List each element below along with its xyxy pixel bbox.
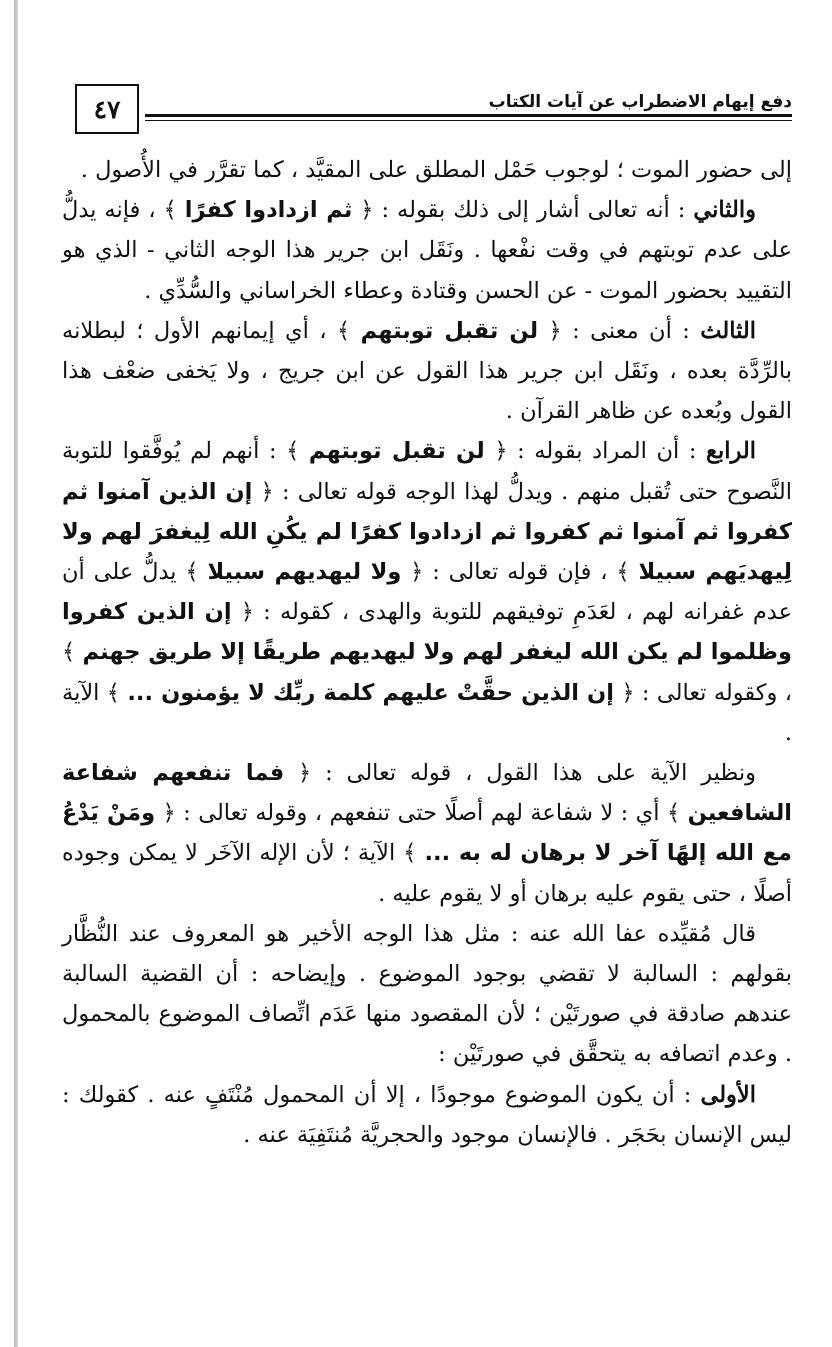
text-run: ﴾ أي : لا شفاعة لهم أصلًا حتى تنفعهم ، وقوله تعالى : ﴿ bbox=[155, 800, 688, 827]
text-run: : أن معنى : ﴿ bbox=[538, 317, 701, 344]
quran-quote: ومَنْ يَدْعُ مع الله إلهًا آخر لا برهان له به ... bbox=[62, 800, 792, 867]
quran-quote: إن الذين كفروا وظلموا لم يكن الله ليغفر لهم ولا ليهديهم طريقًا إلا طريق جهنم bbox=[62, 599, 792, 666]
text-run: ﴾ الآية ؛ لأن الإله الآخَر لا يمكن وجوده أصلًا ، حتى يقوم عليه برهان أو لا يقوم عليه . bbox=[62, 840, 792, 907]
section-keyword: الثالث bbox=[700, 317, 756, 344]
header-rule-thick bbox=[145, 114, 792, 117]
paragraph bbox=[62, 753, 792, 914]
text-run: ﴾ يدلُّ على أن عدم غفرانه لهم ، لعَدَمِ توفيقهم للتوبة والهدى ، كقوله : ﴿ bbox=[62, 559, 792, 626]
text-run: ﴾ ، فإن قوله تعالى : ﴿ bbox=[401, 559, 639, 586]
quran-quote: ولا ليهديهم سبيلا bbox=[207, 559, 402, 586]
text-run: قال مُقيِّده عفا الله عنه : مثل هذا الوجه الأخير هو المعروف عند النُّظَّار بقولهم : السالبة لا تقضي بوجود الموضوع . وإيضاحه : أن القضية السالبة عندهم صادقة في صورتَيْن ؛ لأن المقصود منها عَدَم اتِّصاف الموضوع بالمحمول . وعدم اتصافه به يتحقَّق في صورتَيْن : bbox=[62, 920, 792, 1068]
page-number: ٤٧ bbox=[75, 84, 139, 134]
paragraph bbox=[62, 150, 792, 190]
paragraph bbox=[62, 914, 792, 1075]
paragraph bbox=[62, 1075, 792, 1155]
text-run: ﴾ الآية . bbox=[62, 679, 792, 746]
page-binding-edge bbox=[14, 0, 18, 1347]
text-run: ﴾ : أنهم لم يُوفَّقوا للتوبة النَّصوح حتى تُقبل منهم . ويدلُّ لهذا الوجه قوله تعالى : ﴿ bbox=[62, 438, 792, 505]
quran-quote: ثم ازدادوا كفرًا bbox=[184, 197, 353, 224]
text-run: ﴾ ، فإنه يدلُّ على عدم توبتهم في وقت نفْعها . ونَقَل ابن جرير هذا الوجه الثاني - الذي هو التقييد بحضور الموت - عن الحسن وقتادة وعطاء الخراساني والسُّدِّي . bbox=[62, 197, 792, 304]
quran-quote: إن الذين آمنوا ثم كفروا ثم آمنوا ثم كفروا ثم ازدادوا كفرًا لم يكُنِ الله لِيغفرَ لهم ولا لِيهديَهم سبيلا bbox=[62, 478, 792, 586]
text-run: ﴾ ، أي إيمانهم الأول ؛ لبطلانه بالرِّدَّة بعده ، ونَقَل ابن جرير هذا القول عن ابن جريج ، ولا يَخفى ضعْف هذا القول وبُعده عن ظاهر القرآن . bbox=[62, 317, 792, 425]
text-run: ونظير الآية على هذا القول ، قوله تعالى : ﴿ bbox=[284, 760, 756, 787]
paragraph bbox=[62, 190, 792, 311]
section-keyword: الرابع bbox=[705, 438, 756, 465]
text-run: إلى حضور الموت ؛ لوجوب حَمْل المطلق على المقيَّد ، كما تقرَّر في الأُصول . bbox=[80, 157, 792, 183]
paragraph bbox=[62, 311, 792, 432]
text-run: : أن المراد بقوله : ﴿ bbox=[484, 438, 706, 465]
running-header-title: دفع إيهام الاضطراب عن آيات الكتاب bbox=[488, 92, 792, 112]
quran-quote: إن الذين حقَّتْ عليهم كلمة ربِّك لا يؤمنون ... bbox=[127, 679, 614, 706]
text-run: ﴾ ، وكقوله تعالى : ﴿ bbox=[62, 639, 792, 706]
quran-quote: لن تقبل توبتهم bbox=[360, 317, 539, 344]
section-keyword: الأولى bbox=[700, 1081, 756, 1108]
quran-quote: لن تقبل توبتهم bbox=[308, 438, 485, 465]
text-run: : أنه تعالى أشار إلى ذلك بقوله : ﴿ bbox=[352, 197, 694, 224]
quran-quote: فما تنفعهم شفاعة الشافعين bbox=[62, 760, 792, 827]
paragraph bbox=[62, 431, 792, 753]
section-keyword: والثاني bbox=[693, 197, 756, 224]
body-text bbox=[62, 150, 792, 1155]
header-rule-thin bbox=[145, 120, 792, 121]
text-run: : أن يكون الموضوع موجودًا ، إلا أن المحمول مُنْتَفٍ عنه . كقولك : ليس الإنسان بحَجَر . فالإنسان موجود والحجريَّة مُنتَفِيَة عنه . bbox=[62, 1081, 792, 1148]
